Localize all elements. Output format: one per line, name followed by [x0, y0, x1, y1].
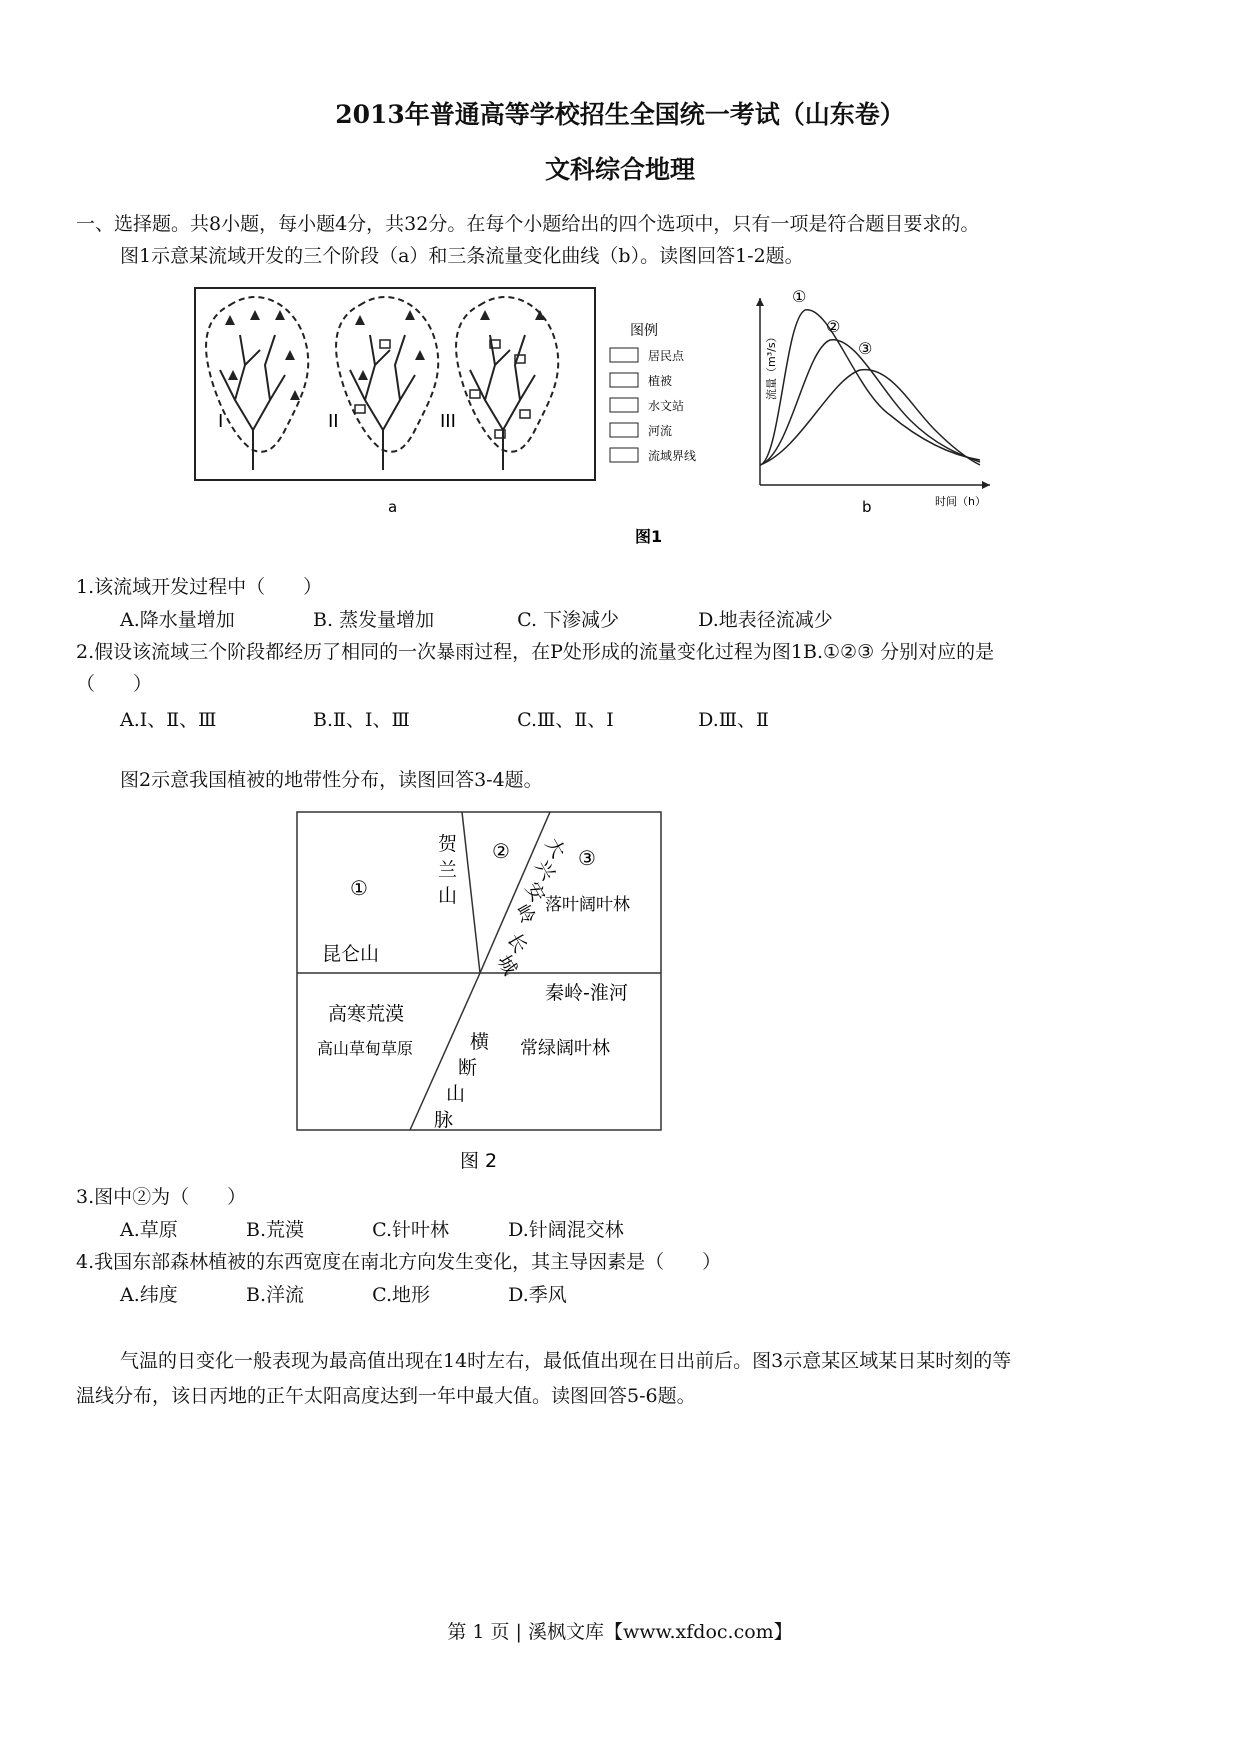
fig1-basin-3 [456, 297, 558, 470]
daxing-1: 大 [540, 834, 570, 862]
question-1-stem: 1.该流域开发过程中（ ） [76, 576, 323, 598]
question-2-stem-cont: （ ） [76, 673, 153, 695]
q4-option-d[interactable]: D.季风 [508, 1284, 567, 1306]
daxing-3: 安 [520, 878, 550, 906]
page-subtitle: 文科综合地理 [544, 155, 695, 184]
label-evergreen: 常绿阔叶林 [520, 1038, 610, 1059]
q3-option-c[interactable]: C.针叶林 [372, 1219, 449, 1241]
fig1-stage-1: I [218, 411, 224, 432]
question-2-stem: 2.假设该流域三个阶段都经历了相同的一次暴雨过程，在P处形成的流量变化过程为图1B.①②③ 分别对应的是 [76, 641, 995, 663]
section-intro: 一、选择题。共8小题，每小题4分，共32分。在每个小题给出的四个选项中，只有一项是符合题目要求的。 [76, 213, 980, 235]
curve-2-label: ② [826, 317, 841, 336]
fig1-legend-title: 图例 [630, 323, 658, 339]
question-1-options [120, 605, 833, 632]
legend-river: 河流 [648, 424, 673, 438]
label-qinling: 秦岭-淮河 [545, 982, 628, 1004]
question-4-options [120, 1280, 567, 1307]
fig1-label-a: a [388, 498, 398, 516]
fig2-region-2: ② [492, 839, 510, 863]
daxing-2: 兴 [530, 856, 560, 884]
q4-option-a[interactable]: A.纬度 [120, 1284, 178, 1306]
fig1-label-b: b [862, 498, 872, 516]
fig3-intro-line2: 温线分布，该日丙地的正午太阳高度达到一年中最大值。读图回答5-6题。 [76, 1385, 696, 1407]
legend-boundary: 流域界线 [648, 449, 697, 463]
changcheng-2: 城 [492, 951, 522, 979]
daxing-4: 岭 [510, 900, 540, 928]
curve-3-label: ③ [858, 339, 873, 358]
fig2-frame [297, 812, 661, 1130]
label-deciduous: 落叶阔叶林 [545, 895, 630, 915]
q1-option-b[interactable]: B. 蒸发量增加 [313, 609, 435, 631]
label-desert: 高寒荒漠 [328, 1003, 405, 1025]
figure-2 [295, 810, 665, 1175]
q1-option-c[interactable]: C. 下渗减少 [517, 609, 620, 631]
q4-option-b[interactable]: B.洋流 [246, 1284, 305, 1306]
q3-option-b[interactable]: B.荒漠 [246, 1219, 305, 1241]
q2-option-b[interactable]: B.Ⅱ、Ⅰ、Ⅲ [313, 709, 410, 731]
helan-3: 山 [438, 885, 458, 907]
legend-settlement: 居民点 [648, 349, 685, 363]
changcheng-1: 长 [502, 929, 532, 957]
page-footer: 第 1 页 | 溪枫文库【www.xfdoc.com】 [447, 1621, 793, 1643]
fig2-caption: 图 2 [460, 1150, 498, 1172]
q4-option-c[interactable]: C.地形 [372, 1284, 430, 1306]
page-title: 2013年普通高等学校招生全国统一考试（山东卷） [335, 100, 905, 129]
legend-vegetation: 植被 [648, 374, 673, 388]
fig2-helan-line [462, 812, 480, 973]
helan-1: 贺 [438, 833, 458, 855]
fig1-legend [610, 323, 696, 463]
fig2-region-3: ③ [578, 846, 596, 870]
fig1-intro: 图1示意某流域开发的三个阶段（a）和三条流量变化曲线（b）。读图回答1-2题。 [120, 245, 804, 267]
fig2-intro: 图2示意我国植被的地带性分布，读图回答3-4题。 [120, 769, 543, 791]
curve-1-label: ① [792, 287, 807, 306]
q1-option-d[interactable]: D.地表径流减少 [698, 609, 833, 631]
q3-option-a[interactable]: A.草原 [120, 1219, 178, 1241]
question-3-stem: 3.图中②为（ ） [76, 1186, 247, 1208]
hengduan-1: 横 [470, 1031, 490, 1053]
hengduan-2: 断 [458, 1057, 478, 1079]
question-2-options [120, 705, 769, 732]
q2-option-a[interactable]: A.Ⅰ、Ⅱ、Ⅲ [120, 709, 217, 731]
fig1-caption: 图1 [635, 527, 663, 546]
fig1-stage-3: III [440, 411, 456, 432]
fig1-x-axis: 时间（h） [935, 495, 986, 508]
q2-option-d[interactable]: D.Ⅲ、Ⅱ [698, 709, 769, 731]
fig1-stage-2: II [328, 411, 339, 432]
hengduan-3: 山 [446, 1083, 466, 1105]
fig1-panel-b [756, 287, 990, 516]
question-3-options [120, 1215, 624, 1242]
helan-2: 兰 [438, 859, 458, 881]
fig2-region-1: ① [350, 876, 368, 900]
q1-option-a[interactable]: A.降水量增加 [120, 609, 235, 631]
label-kunlun: 昆仑山 [322, 943, 380, 965]
q2-option-c[interactable]: C.Ⅲ、Ⅱ、Ⅰ [517, 709, 614, 731]
fig1-basin-2 [336, 297, 438, 470]
hengduan-4: 脉 [434, 1109, 454, 1131]
fig1-basin-1 [206, 297, 308, 470]
label-meadow: 高山草甸草原 [317, 1039, 414, 1058]
figure-1 [190, 280, 1020, 550]
question-4-stem: 4.我国东部森林植被的东西宽度在南北方向发生变化，其主导因素是（ ） [76, 1251, 722, 1273]
fig1-y-axis: 流量（m³/s） [765, 331, 778, 400]
q3-option-d[interactable]: D.针阔混交林 [508, 1219, 624, 1241]
legend-station: 水文站 [648, 399, 685, 413]
fig3-intro-line1: 气温的日变化一般表现为最高值出现在14时左右，最低值出现在日出前后。图3示意某区域某日某时刻的等 [120, 1350, 1012, 1372]
